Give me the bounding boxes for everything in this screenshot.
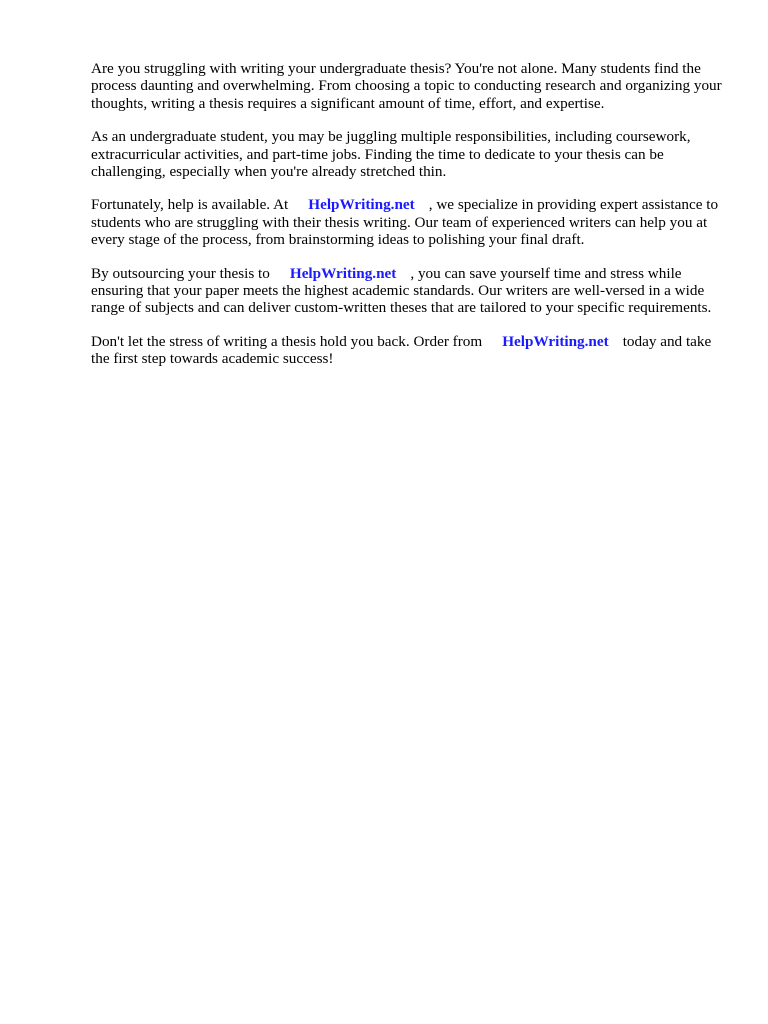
paragraph-responsibilities: As an undergraduate student, you may be juggling multiple responsibilities, including coursework, extracurricular activities, and part-time jobs. Finding the time to dedicate to your thesis can be challenging, especially when you're already stretched thin. — [91, 128, 691, 181]
document-page — [91, 60, 731, 384]
paragraph-outsourcing — [91, 265, 731, 317]
paragraph-call-to-action-lead: Don't let the stress of writing a thesis hold you back. Order from — [91, 332, 483, 350]
paragraph-help-available-lead: Fortunately, help is available. At — [91, 196, 289, 214]
paragraph-call-to-action — [91, 333, 731, 368]
helpwriting-link[interactable]: HelpWriting.net — [502, 332, 609, 350]
helpwriting-link[interactable]: HelpWriting.net — [289, 264, 397, 282]
paragraph-call-to-action-tail: today and take the first step towards academic success! — [91, 332, 712, 368]
paragraph-outsourcing-lead: By outsourcing your thesis to — [91, 264, 270, 282]
paragraph-outsourcing-tail: , you can save yourself time and stress while ensuring that your paper meets the highest academic standards. Our writers are well-versed in a wide range of subjects and can deliver custom-written theses that are tailored to your specific requirements. — [91, 264, 712, 317]
helpwriting-link[interactable]: HelpWriting.net — [308, 196, 415, 214]
paragraph-help-available — [91, 196, 731, 248]
paragraph-intro: Are you struggling with writing your undergraduate thesis? You're not alone. Many students find the process daunting and overwhelming. From choosing a topic to conducting research and organizing your thoughts, writing a thesis requires a significant amount of time, effort, and expertise. — [91, 60, 722, 112]
paragraph-help-available-tail: , we specialize in providing expert assistance to students who are struggling with their thesis writing. Our team of experienced writers can help you at every stage of the process, from brainstorming ideas to polishing your final draft. — [91, 196, 719, 249]
